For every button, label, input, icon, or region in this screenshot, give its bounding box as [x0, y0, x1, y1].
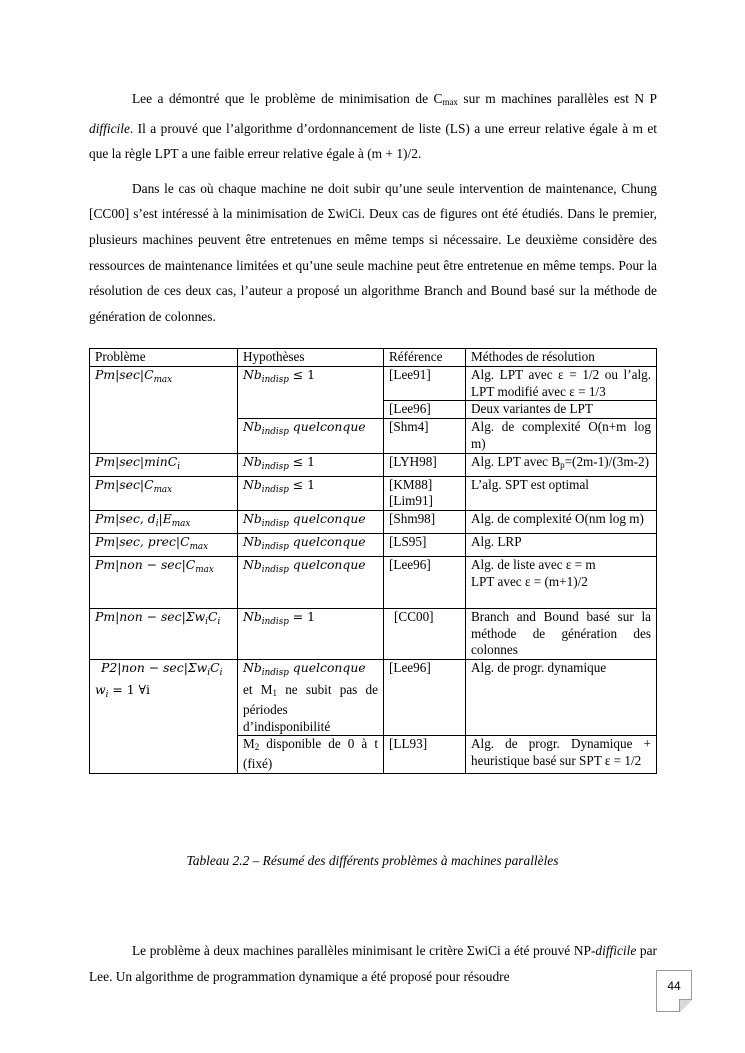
hypothesis-cell: $Nb_{indisp}$ quelconque: [238, 556, 384, 608]
table-row: [90, 556, 657, 608]
header-methodes: Méthodes de résolution: [466, 349, 657, 367]
hypothesis-cell: $M_2$ disponible de 0 à t (fixé): [238, 736, 384, 774]
method-cell: Alg. LRP: [466, 533, 657, 556]
reference-cell: [Lee91]: [384, 366, 466, 401]
method-cell: Branch and Bound basé sur la méthode de génération des colonnes: [466, 608, 657, 659]
reference-cell: [Shm4]: [384, 419, 466, 454]
summary-table: [89, 348, 657, 774]
method-cell: Alg. LPT avec ε = 1/2 ou l’alg. LPT modifié avec ε = 1/3: [466, 366, 657, 401]
page-curl-icon: [679, 999, 692, 1012]
reference-cell: [LL93]: [384, 736, 466, 774]
hypothesis-cell: $Nb_{indisp}$ quelconque: [238, 511, 384, 534]
method-cell: L’alg. SPT est optimal: [466, 476, 657, 511]
table-row: [90, 511, 657, 534]
hypothesis-cell: $Nb_{indisp} \le 1$: [238, 366, 384, 418]
method-cell: Alg. de progr. Dynamique + heuristique basé sur SPT ε = 1/2: [466, 736, 657, 774]
hypothesis-cell: $Nb_{indisp}$ quelconque: [238, 533, 384, 556]
reference-cell: [Shm98]: [384, 511, 466, 534]
problem-cell: $Pm|\sec|C_{max}$: [90, 476, 238, 511]
table-row: [90, 476, 657, 511]
method-cell: Deux variantes de LPT: [466, 401, 657, 419]
problem-cell: $Pm|non - \sec|\Sigma w_iC_i$: [90, 608, 238, 659]
body-text-bottom: [89, 938, 657, 989]
method-cell: Alg. de complexité O(nm log m): [466, 511, 657, 534]
hypothesis-cell: $Nb_{indisp} \le 1$: [238, 476, 384, 511]
problem-cell: $Pm|\sec|C_{max}$: [90, 366, 238, 453]
method-cell: Alg. LPT avec $B_p=(2m-1)/(3m-2)$: [466, 453, 657, 476]
problem-cell: $Pm|non - \sec|C_{max}$: [90, 556, 238, 608]
problem-cell: $P2|non - \sec|\Sigma w_iC_i$ $w_i = 1$ ∀i: [90, 660, 238, 774]
header-reference: Référence: [384, 349, 466, 367]
hypothesis-cell: $Nb_{indisp} \le 1$: [238, 453, 384, 476]
method-cell: Alg. de complexité O(n+m log m): [466, 419, 657, 454]
problem-cell: Pm|sec, $d_i|E_{max}$: [90, 511, 238, 534]
page-number: 44: [656, 970, 692, 1012]
reference-cell: [Lee96]: [384, 660, 466, 736]
header-hypotheses: Hypothèses: [238, 349, 384, 367]
table-row: [90, 366, 657, 401]
problem-cell: Pm|sec|minC$_i$: [90, 453, 238, 476]
paragraph-2: Dans le cas où chaque machine ne doit subir qu’une seule intervention de maintenance, Chung [CC00] s’est intéressé à la minimisation de ΣwiCi. Deux cas de figures ont été étudiés. Dans le premier, plusieurs machines peuvent être entretenues en même temps si nécessaire. Le deuxième considère des ressources de maintenance limitées et qu’une seule machine peut être entretenue en même temps. Pour la résolution de ces deux cas, l’auteur a proposé un algorithme Branch and Bound basé sur la méthode de génération de colonnes.: [89, 180, 657, 324]
hypothesis-cell: $Nb_{indisp}$ quelconque: [238, 419, 384, 454]
reference-cell: [Lee96]: [384, 401, 466, 419]
reference-cell: [Lee96]: [384, 556, 466, 608]
body-text-top: [89, 86, 657, 329]
hypothesis-cell: $Nb_{indisp}$ quelconque et $M_1$ ne subit pas de périodes d’indisponibilité: [238, 660, 384, 736]
hypothesis-cell: $Nb_{indisp} = 1$: [238, 608, 384, 659]
table-row: [90, 660, 657, 736]
table-caption: Tableau 2.2 – Résumé des différents problèmes à machines parallèles: [186, 853, 559, 868]
paragraph-1: Lee a démontré que le problème de minimisation de $C_{max}$ sur m machines parallèles est N P difficile. Il a prouvé que l’algorithme d’ordonnancement de liste (LS) a une erreur relative égale à m et que la règle LPT a une faible erreur relative égale à (m + 1)/2.: [89, 91, 658, 162]
table-row: [90, 453, 657, 476]
table-row: [90, 533, 657, 556]
reference-cell: [LYH98]: [384, 453, 466, 476]
problem-cell: Pm|sec, $prec|C_{max}$: [90, 533, 238, 556]
reference-cell: [KM88] [Lim91]: [384, 476, 466, 511]
method-cell: Alg. de progr. dynamique: [466, 660, 657, 736]
table-header-row: [90, 349, 657, 367]
reference-cell: [CC00]: [384, 608, 466, 659]
reference-cell: [LS95]: [384, 533, 466, 556]
paragraph-3: Le problème à deux machines parallèles minimisant le critère ΣwiCi a été prouvé NP-difficile par Lee. Un algorithme de programmation dynamique a été proposé pour résoudre: [89, 943, 657, 984]
method-cell: Alg. de liste avec ε = m LPT avec ε = (m+1)/2: [466, 556, 657, 608]
header-probleme: Problème: [90, 349, 238, 367]
table-row: [90, 608, 657, 659]
